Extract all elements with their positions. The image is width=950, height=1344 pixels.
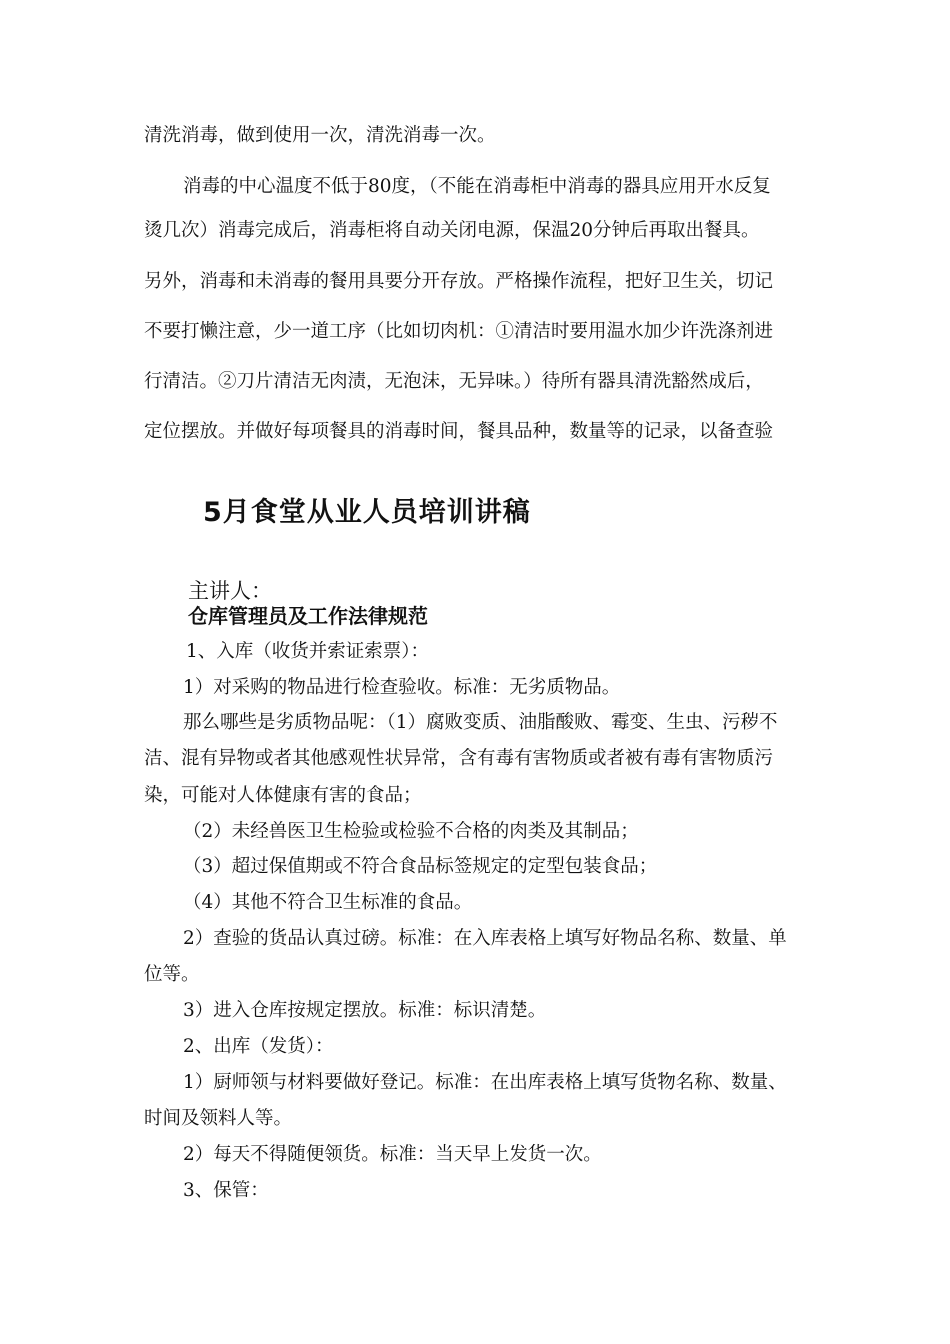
list-item: （4）其他不符合卫生标准的食品。: [183, 892, 473, 913]
paragraph-line: 2）查验的货品认真过磅。标准：在入库表格上填写好物品名称、数量、单: [183, 928, 787, 949]
paragraph-line: 清洗消毒，做到使用一次，清洗消毒一次。: [144, 125, 496, 146]
paragraph-line: 消毒的中心温度不低于80度，（不能在消毒柜中消毒的器具应用开水反复: [183, 176, 771, 197]
speaker-label: 主讲人：: [188, 579, 272, 603]
paragraph-line: 行清洁。②刀片清洁无肉渍，无泡沫，无异味。）待所有器具清洗豁然成后，: [144, 371, 764, 392]
paragraph-line: 洁、混有异物或者其他感观性状异常，含有毒有害物质或者被有毒有害物质污: [144, 748, 774, 769]
list-item: 3、保管：: [183, 1180, 269, 1201]
section-heading: 仓库管理员及工作法律规范: [188, 604, 428, 628]
document-title: 5月食堂从业人员培训讲稿: [203, 497, 531, 528]
paragraph-line: 不要打懒注意，少一道工序（比如切肉机：①清洁时要用温水加少许洗涤剂进: [144, 321, 774, 342]
paragraph-line: 另外，消毒和未消毒的餐用具要分开存放。严格操作流程，把好卫生关，切记: [144, 271, 774, 292]
list-item: （3）超过保值期或不符合食品标签规定的定型包装食品；: [183, 856, 658, 877]
paragraph-line: 染，可能对人体健康有害的食品；: [144, 785, 422, 806]
paragraph-line: 时间及领料人等。: [144, 1108, 293, 1129]
paragraph-line: 位等。: [144, 964, 200, 985]
list-item: 2）每天不得随便领货。标准：当天早上发货一次。: [183, 1144, 602, 1165]
list-item: 1、入库（收货并索证索票）：: [186, 641, 430, 662]
list-item: （2）未经兽医卫生检验或检验不合格的肉类及其制品；: [183, 821, 639, 842]
paragraph-line: 1）厨师领与材料要做好登记。标准：在出库表格上填写货物名称、数量、: [183, 1072, 787, 1093]
list-item: 2、出库（发货）：: [183, 1036, 334, 1057]
paragraph-line: 烫几次）消毒完成后，消毒柜将自动关闭电源，保温20分钟后再取出餐具。: [144, 220, 760, 241]
list-item: 3）进入仓库按规定摆放。标准：标识清楚。: [183, 1000, 547, 1021]
paragraph-line: 定位摆放。并做好每项餐具的消毒时间，餐具品种，数量等的记录，以备查验: [144, 421, 774, 442]
list-item: 1）对采购的物品进行检查验收。标准：无劣质物品。: [183, 677, 621, 698]
paragraph-line: 那么哪些是劣质物品呢：（1）腐败变质、油脂酸败、霉变、生虫、污秽不: [183, 712, 778, 733]
